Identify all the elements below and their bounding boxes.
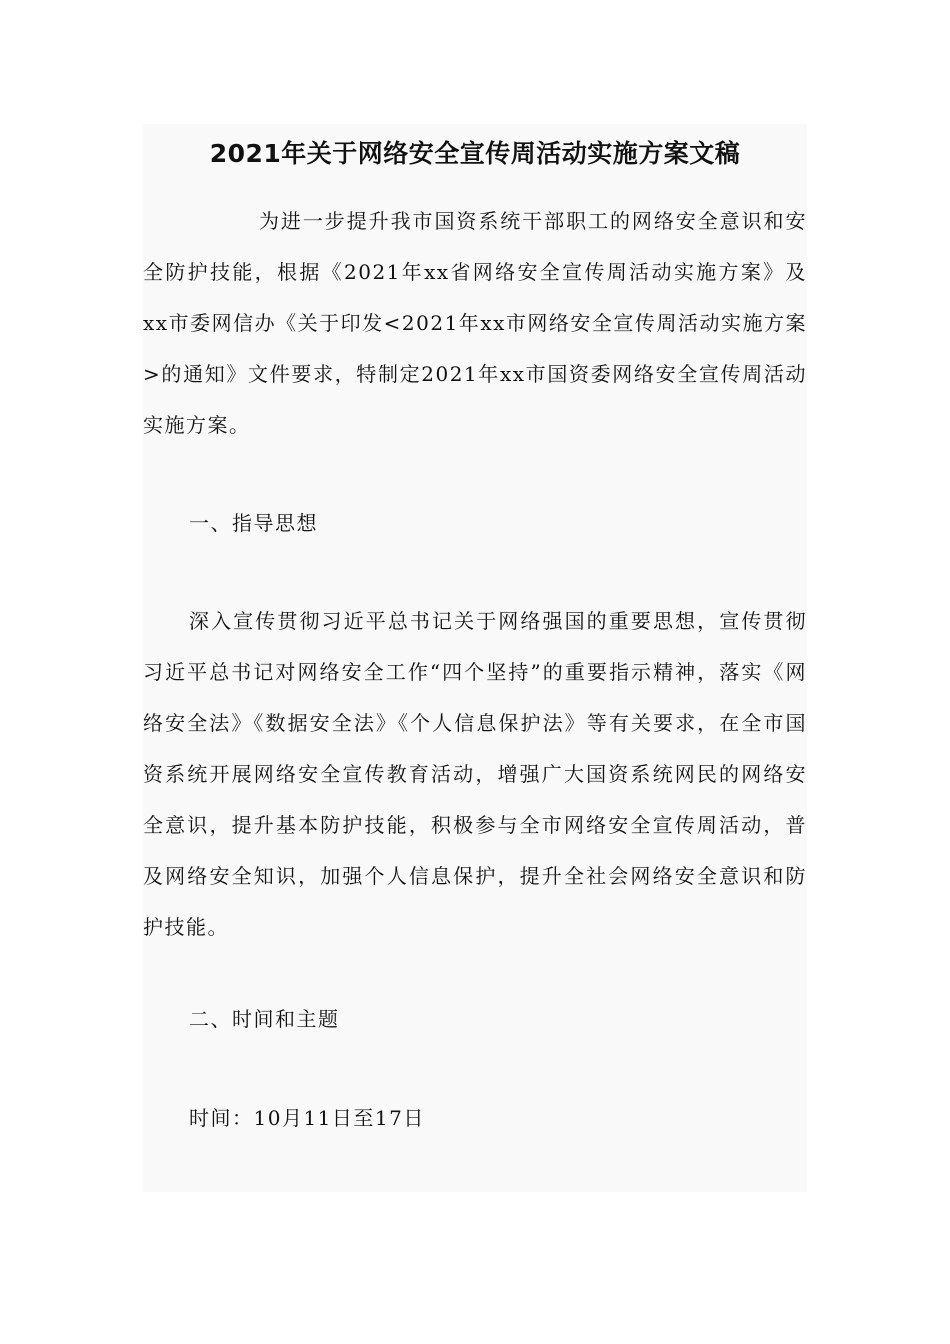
section-heading-guiding-ideology: 一、指导思想 [189, 511, 318, 535]
time-line: 时间：10月11日至17日 [189, 1106, 425, 1130]
document-title: 2021年关于网络安全宣传周活动实施方案文稿 [209, 139, 741, 168]
intro-paragraph: 为进一步提升我市国资系统干部职工的网络安全意识和安全防护技能，根据《2021年xx省网络安全宣传周活动实施方案》及xx市委网信办《关于印发<2021年xx市网络安全宣传周活动实施方案>的通知》文件要求，特制定2021年xx市国资委网络安全宣传周活动实施方案。 [143, 209, 807, 437]
guiding-ideology-paragraph: 深入宣传贯彻习近平总书记关于网络强国的重要思想，宣传贯彻习近平总书记对网络安全工作“四个坚持”的重要指示精神，落实《网络安全法》《数据安全法》《个人信息保护法》等有关要求，在全市国资系统开展网络安全宣传教育活动，增强广大国资系统网民的网络安全意识，提升基本防护技能，积极参与全市网络安全宣传周活动，普及网络安全知识，加强个人信息保护，提升全社会网络安全意识和防护技能。 [143, 609, 807, 939]
section-heading-time-and-theme: 二、时间和主题 [189, 1007, 340, 1031]
